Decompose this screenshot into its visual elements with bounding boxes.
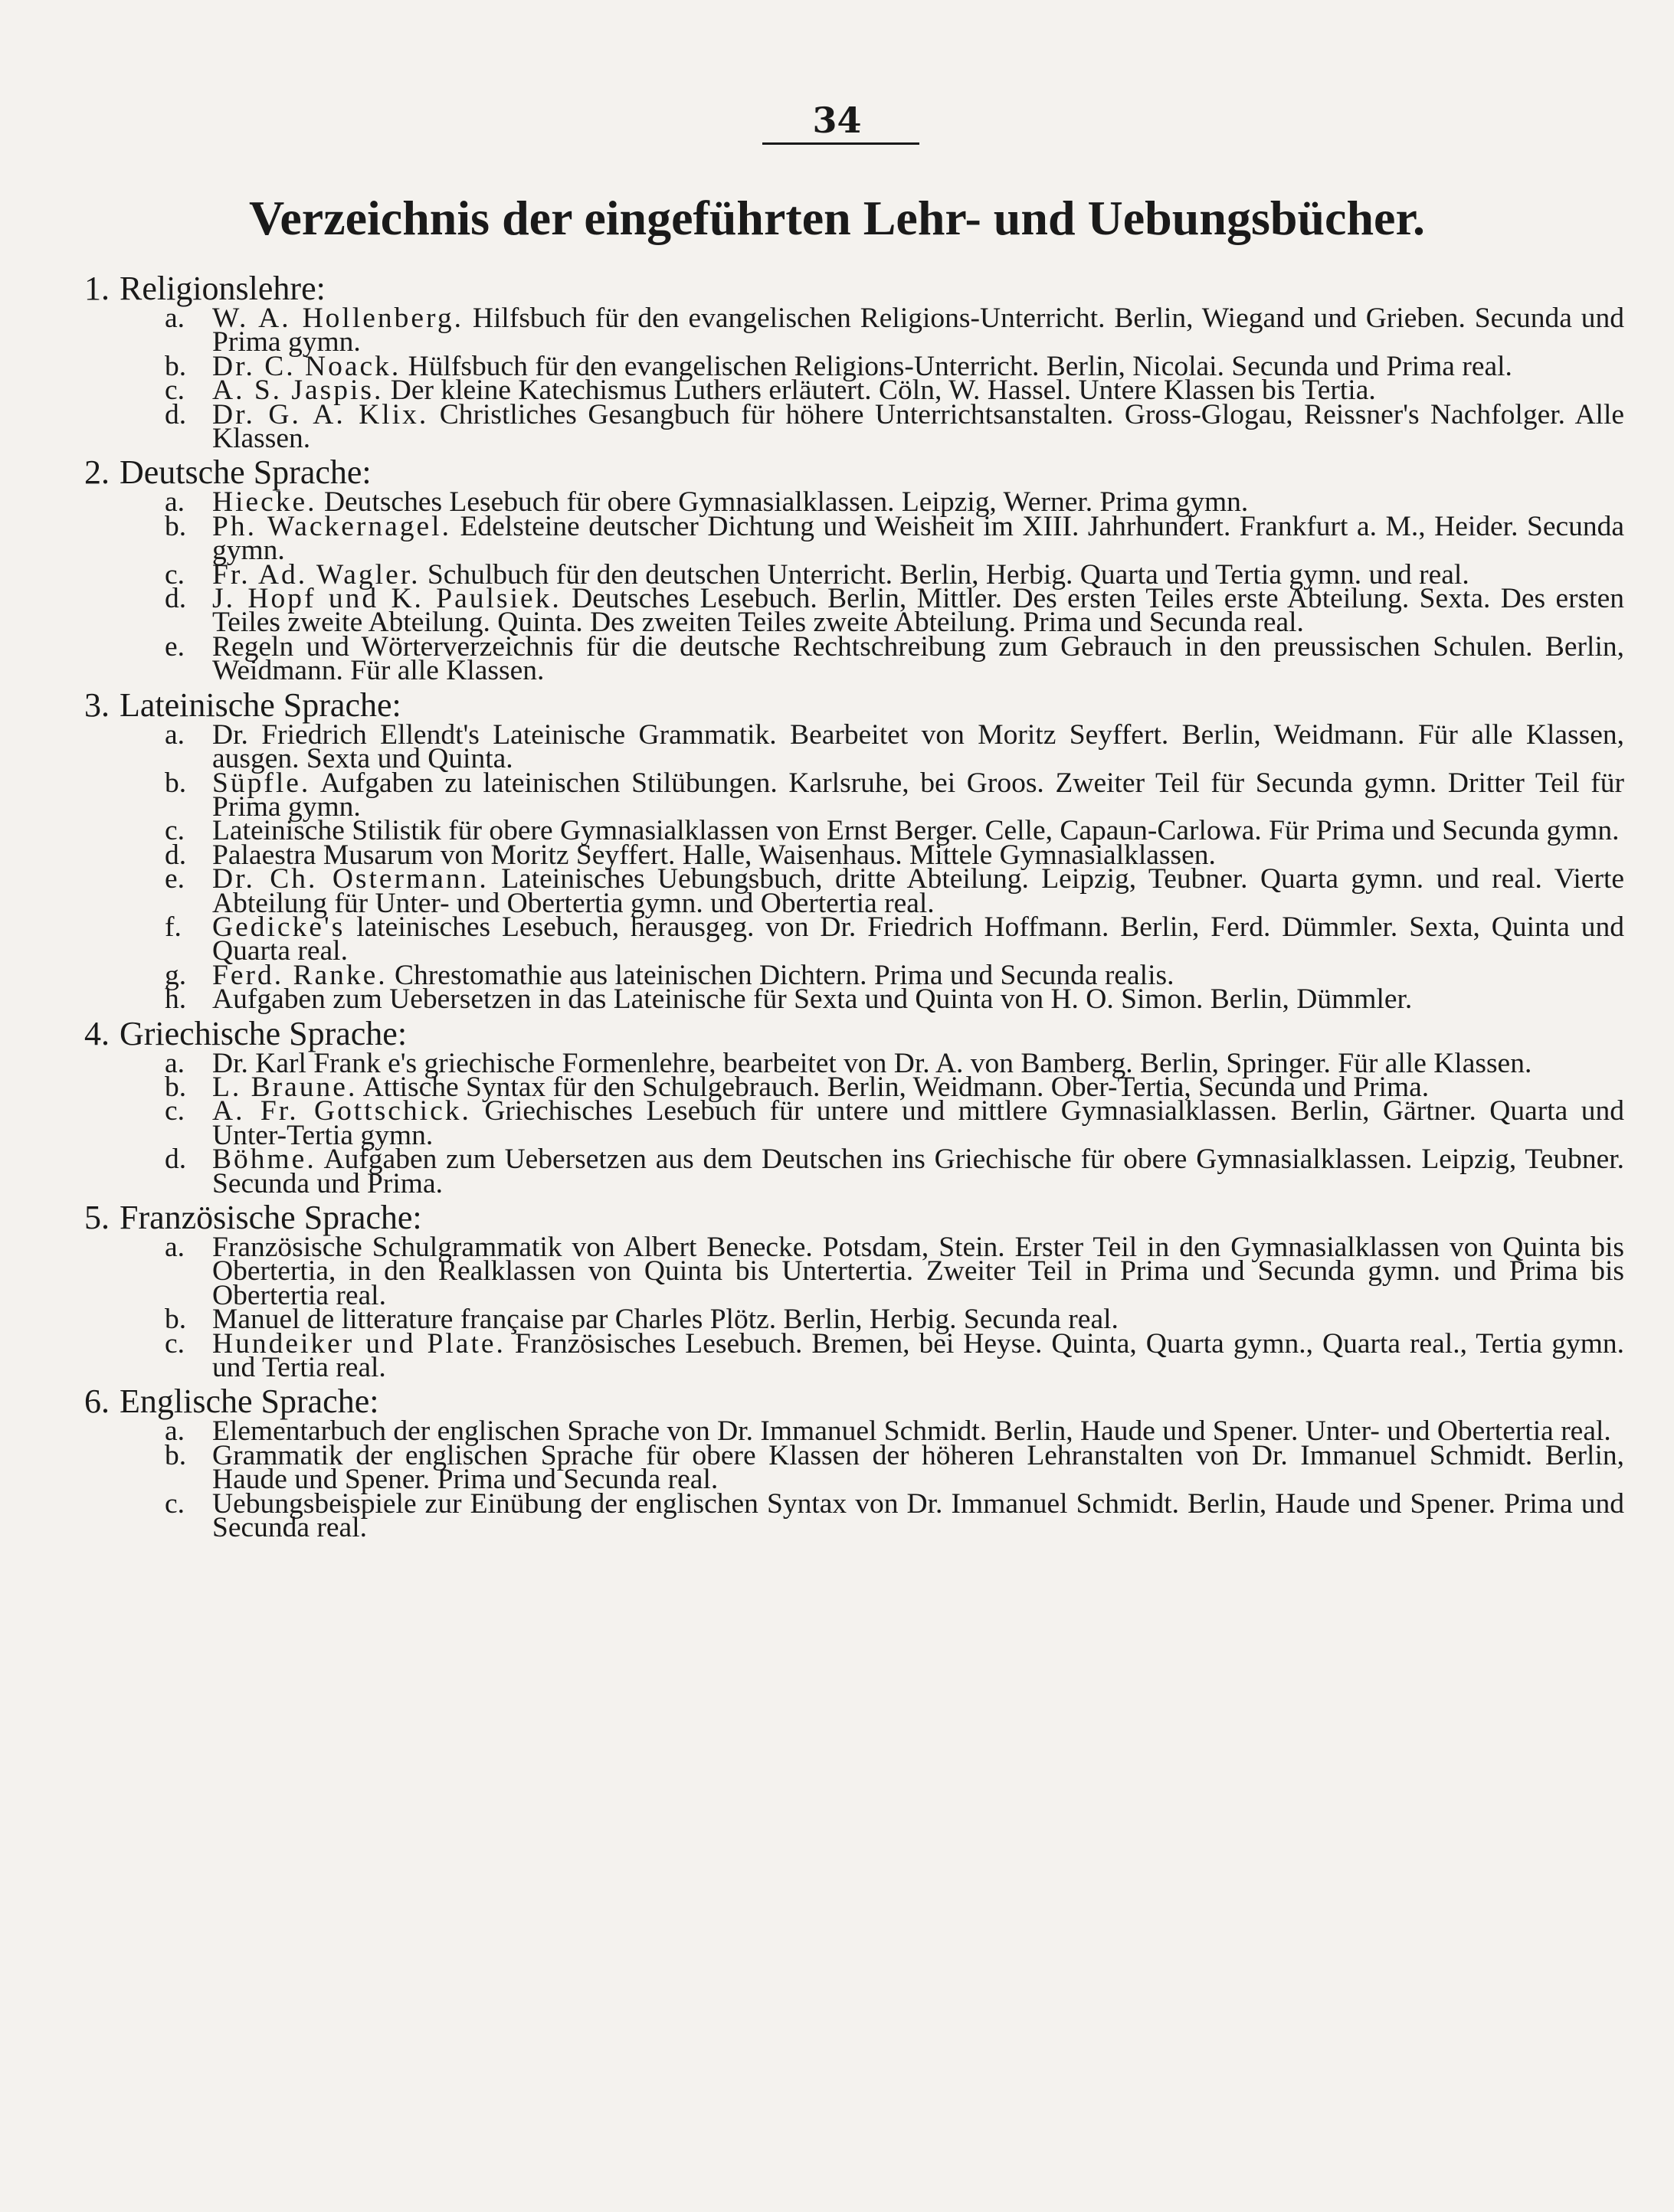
page-title: Verzeichnis der eingeführten Lehr- und Uebungsbücher. [249, 191, 1425, 245]
entry-text: Attische Syntax für den Schulgebrauch. Berlin, Weidmann. Ober-Tertia, Secunda und Prima. [362, 1071, 1430, 1103]
entry-letter: b. [165, 510, 187, 542]
section-title: Griechische Sprache: [120, 1014, 408, 1052]
entry-letter: b. [165, 767, 187, 799]
entry-text: Lateinische Stilistik für obere Gymnasialklassen von Ernst Berger. Celle, Capaun-Carlowa. Für Prima und Secunda gymn. [212, 815, 1620, 847]
entry-text: Hilfsbuch für den evangelischen Religions-Unterricht. Berlin, Wiegand und Grieben. Secunda und Prima gymn. [212, 303, 1625, 358]
entry-letter: d. [165, 839, 187, 871]
entry-letter: a. [165, 1047, 185, 1079]
entry-text: Dr. Friedrich Ellendt's Lateinische Grammatik. Bearbeitet von Moritz Seyffert. Berlin, Weidmann. Für alle Klassen, ausgen. Sexta und Quinta. [212, 718, 1624, 775]
book-list [84, 267, 1625, 1544]
entry-author: Fr. Ad. Wagler. [212, 558, 421, 591]
book-entry [84, 983, 1624, 1016]
entry-author: A. Fr. Gottschick. [212, 1095, 471, 1127]
book-entry [84, 863, 1625, 919]
section-number: 3. [84, 686, 110, 724]
entry-text: Aufgaben zum Uebersetzen in das Lateinische für Sexta und Quinta von H. O. Simon. Berlin, Dümmler. [212, 983, 1413, 1016]
section-number: 2. [84, 453, 110, 492]
entry-text: Christliches Gesangbuch für höhere Unterrichtsanstalten. Gross-Glogau, Reissner's Nachfolger. Alle Klassen. [212, 398, 1625, 455]
entry-letter: f. [165, 911, 182, 943]
book-entry [84, 1144, 1625, 1199]
entry-letter: a. [165, 486, 185, 519]
entry-text: Elementarbuch der englischen Sprache von Dr. Immanuel Schmidt. Berlin, Haude und Spener. Unter- und Obertertia real. [212, 1415, 1611, 1448]
entry-author: Gedicke's [212, 911, 346, 943]
entry-text: Manuel de litterature française par Charles Plötz. Berlin, Herbig. Secunda real. [212, 1304, 1119, 1336]
section-title: Französische Sprache: [120, 1199, 422, 1236]
entry-author: Dr. Ch. Ostermann. [212, 863, 489, 895]
book-entry [84, 583, 1624, 639]
book-entry [84, 398, 1625, 455]
book-entry [84, 767, 1624, 823]
book-entry [84, 1487, 1624, 1544]
entry-author: L. Braune. [212, 1071, 358, 1103]
entry-author: J. Hopf und K. Paulsiek. [212, 583, 562, 615]
book-entry [84, 718, 1624, 775]
entry-letter: e. [165, 630, 185, 663]
book-entry [84, 630, 1624, 687]
entry-letter: d. [165, 398, 187, 430]
entry-author: Hiecke. [212, 486, 317, 519]
section-heading [84, 1200, 1624, 1235]
entry-letter: h. [165, 983, 187, 1016]
entry-letter: c. [165, 815, 185, 847]
section-title: Deutsche Sprache: [120, 453, 372, 492]
entry-letter: b. [165, 1304, 187, 1336]
entry-author: W. A. Hollenberg. [212, 303, 464, 334]
section-number: 4. [84, 1014, 110, 1052]
entry-letter: a. [165, 1415, 185, 1448]
entry-letter: e. [165, 863, 185, 895]
section-heading [84, 1016, 1624, 1052]
section-heading [84, 688, 1624, 723]
entry-letter: b. [165, 1439, 187, 1471]
entry-letter: c. [165, 558, 185, 591]
book-entry [84, 1232, 1624, 1311]
section-title: Lateinische Sprache: [120, 686, 401, 724]
section-number: 1. [84, 270, 110, 307]
entry-author: Hundeiker und Plate. [212, 1327, 506, 1360]
entry-letter: a. [165, 1232, 185, 1263]
entry-text: Regeln und Wörterverzeichnis für die deutsche Rechtschreibung zum Gebrauch in den preussischen Schulen. Berlin, Weidmann. Für alle Klassen. [212, 630, 1624, 687]
entry-text: Dr. Karl Frank e's griechische Formenlehre, bearbeitet von Dr. A. von Bamberg. Berlin, Springer. Für alle Klassen. [212, 1047, 1532, 1079]
entry-letter: b. [165, 1071, 187, 1103]
book-entry [84, 510, 1625, 567]
entry-text: Lateinisches Uebungsbuch, dritte Abteilung. Leipzig, Teubner. Quarta gymn. und real. Vierte Abteilung für Unter- und Obertertia gymn. und Obertertia real. [212, 863, 1625, 919]
section-title: Religionslehre: [120, 270, 326, 307]
entry-text: Griechisches Lesebuch für untere und mittlere Gymnasialklassen. Berlin, Gärtner. Quarta und Unter-Tertia gymn. [212, 1095, 1625, 1151]
book-entry [84, 303, 1625, 358]
entry-text: Hülfsbuch für den evangelischen Religions-Unterricht. Berlin, Nicolai. Secunda und Prima real. [408, 350, 1512, 382]
entry-text: Edelsteine deutscher Dichtung und Weisheit im XIII. Jahrhundert. Frankfurt a. M., Heider. Secunda gymn. [212, 510, 1625, 567]
entry-text: lateinisches Lesebuch, herausgeg. von Dr. Friedrich Hoffmann. Berlin, Ferd. Dümmler. Sexta, Quinta und Quarta real. [212, 911, 1624, 967]
page-number: 34 [812, 100, 862, 141]
entry-letter: a. [165, 718, 185, 751]
entry-author: Ferd. Ranke. [212, 959, 388, 991]
section-heading [84, 271, 1624, 306]
entry-text: Aufgaben zu lateinischen Stilübungen. Karlsruhe, bei Groos. Zweiter Teil für Secunda gymn. Dritter Teil für Prima gymn. [212, 767, 1624, 823]
entry-author: Dr. G. A. Klix. [212, 398, 429, 430]
entry-letter: c. [165, 1327, 185, 1360]
entry-author: Böhme. [212, 1144, 316, 1176]
entry-author: Süpfle. [212, 767, 311, 799]
book-entry [84, 1439, 1624, 1496]
entry-text: Aufgaben zum Uebersetzen aus dem Deutschen ins Griechische für obere Gymnasialklassen. Leipzig, Teubner. Secunda und Prima. [212, 1144, 1625, 1199]
entry-text: Deutsches Lesebuch für obere Gymnasialklassen. Leipzig, Werner. Prima gymn. [323, 486, 1249, 519]
entry-text: Französisches Lesebuch. Bremen, bei Heyse. Quinta, Quarta gymn., Quarta real., Tertia gymn. und Tertia real. [212, 1327, 1625, 1384]
entry-letter: c. [165, 1095, 185, 1127]
section-heading [84, 455, 1624, 490]
entry-text: Uebungsbeispiele zur Einübung der englischen Syntax von Dr. Immanuel Schmidt. Berlin, Haude und Spener. Prima und Secunda real. [212, 1487, 1624, 1544]
entry-text: Der kleine Katechismus Luthers erläutert. Cöln, W. Hassel. Untere Klassen bis Tertia. [390, 375, 1376, 407]
book-entry [84, 911, 1624, 967]
section-heading [84, 1384, 1624, 1419]
entry-text: Französische Schulgrammatik von Albert Benecke. Potsdam, Stein. Erster Teil in den Gymnasialklassen von Quinta bis Obertertia, in den Realklassen von Quinta bis Untertertia. Zweiter Teil in Prima und Secunda gymn. und Prima bis Obertertia real. [212, 1232, 1624, 1311]
section-title: Englische Sprache: [120, 1382, 379, 1421]
entry-text: Grammatik der englischen Sprache für obere Klassen der höheren Lehranstalten von Dr. Immanuel Schmidt. Berlin, Haude und Spener. Prima und Secunda real. [212, 1439, 1624, 1496]
section-number: 5. [84, 1199, 110, 1236]
entry-author: Ph. Wackernagel. [212, 510, 451, 542]
entry-letter: d. [165, 583, 187, 615]
entry-letter: d. [165, 1144, 187, 1176]
book-entry [84, 1327, 1625, 1384]
entry-letter: c. [165, 375, 185, 407]
section-number: 6. [84, 1382, 110, 1421]
entry-letter: c. [165, 1487, 185, 1520]
entry-letter: a. [165, 303, 185, 334]
page-number-rule [762, 142, 919, 145]
entry-letter: g. [165, 959, 187, 991]
entry-text: Palaestra Musarum von Moritz Seyffert. Halle, Waisenhaus. Mittele Gymnasialklassen. [212, 839, 1216, 871]
book-entry [84, 1095, 1625, 1151]
entry-text: Chrestomathie aus lateinischen Dichtern. Prima und Secunda realis. [395, 959, 1174, 991]
entry-author: A. S. Jaspis. [212, 375, 384, 407]
entry-text: Deutsches Lesebuch. Berlin, Mittler. Des ersten Teiles erste Abteilung. Sexta. Des ersten Teiles zweite Abteilung. Quinta. Des zweiten Teiles zweite Abteilung. Prima und Secunda real. [212, 583, 1624, 639]
entry-text: Schulbuch für den deutschen Unterricht. Berlin, Herbig. Quarta und Tertia gymn. und real. [427, 558, 1469, 591]
entry-author: Dr. C. Noack. [212, 350, 401, 382]
entry-letter: b. [165, 350, 187, 382]
